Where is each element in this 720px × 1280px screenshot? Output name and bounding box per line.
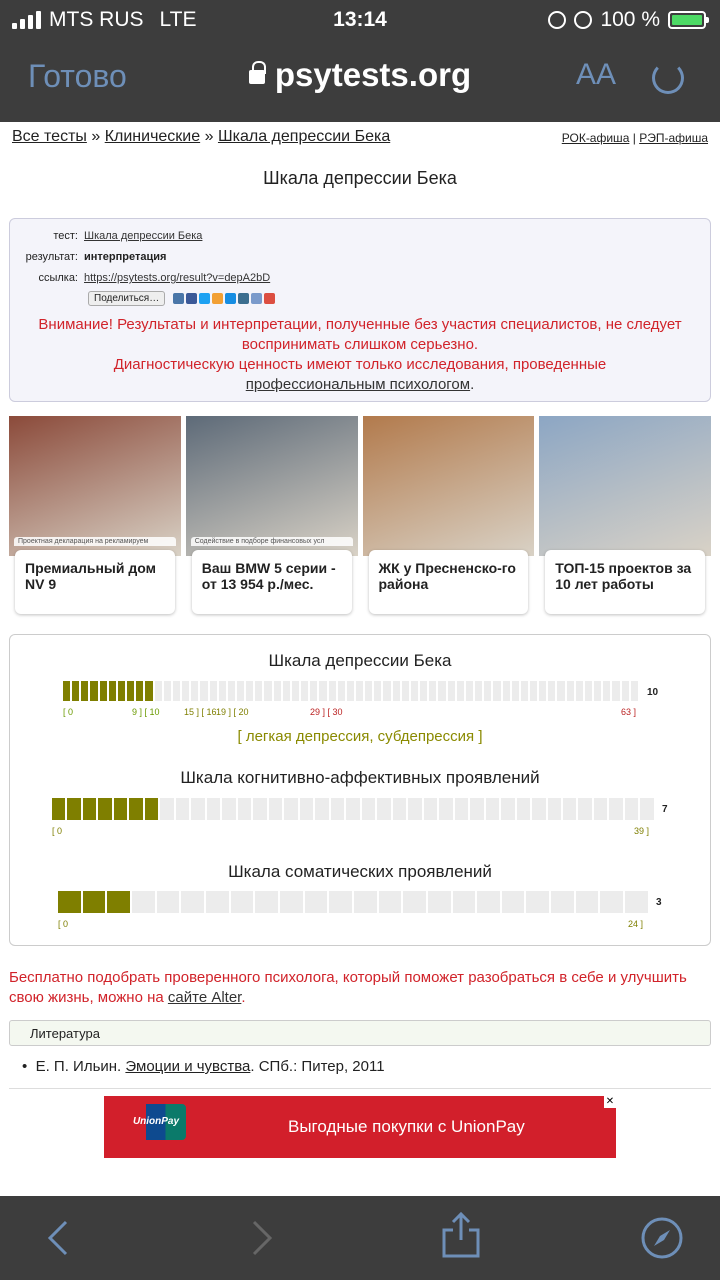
score-cell: [246, 681, 253, 701]
score-cell: [448, 681, 455, 701]
score-cell: [631, 681, 638, 701]
battery-percent: 100 %: [600, 8, 660, 31]
ad-image: [363, 416, 535, 556]
score-cell: [470, 798, 483, 820]
browser-url-bar: [0, 40, 720, 122]
score-cell: [521, 681, 528, 701]
text-size-label: AA: [576, 58, 617, 91]
breadcrumb-all-tests[interactable]: Все тесты: [12, 128, 87, 145]
score-cell: [155, 681, 162, 701]
promo-text: [9, 968, 709, 1008]
score-cell: [329, 891, 352, 913]
score-cell: [310, 681, 317, 701]
score-cell: [219, 681, 226, 701]
clock: 13:14: [333, 8, 387, 31]
score-cell: [173, 681, 180, 701]
score-cell: [603, 681, 610, 701]
interpretation-text: [ легкая депрессия, субдепрессия ]: [237, 728, 483, 745]
score-cell: [402, 681, 409, 701]
score-cell: [127, 681, 134, 701]
score-cell: [145, 798, 158, 820]
score-cell: [83, 891, 106, 913]
reload-icon[interactable]: [652, 62, 684, 94]
ref-rest: . СПб.: Питер, 2011: [250, 1058, 385, 1075]
score-cell: [238, 798, 251, 820]
carrier-name: MTS RUS: [49, 8, 144, 31]
score-cell: [475, 681, 482, 701]
ad-carousel: [9, 416, 711, 620]
ad-caption: Проектная декларация на рекламируем: [14, 537, 176, 546]
tick-label: 63 ]: [621, 707, 637, 717]
score-cell: [81, 681, 88, 701]
lock-icon: [249, 70, 265, 84]
page-title: Шкала депрессии Бека: [263, 168, 457, 188]
ref-title-link[interactable]: Эмоции и чувства: [125, 1058, 251, 1075]
score-cell: [338, 681, 345, 701]
score-cell: [63, 681, 70, 701]
tick-label: [ 0: [52, 826, 63, 836]
score-cell: [585, 681, 592, 701]
alarm-icon: [574, 11, 592, 29]
score-cell: [548, 798, 561, 820]
result-value: интерпретация: [84, 251, 167, 263]
score-cell: [100, 681, 107, 701]
score-cell: [501, 798, 514, 820]
score-cell: [182, 681, 189, 701]
score-cell: [136, 681, 143, 701]
score-cell: [253, 798, 266, 820]
score-cell: [457, 681, 464, 701]
score-cell: [612, 681, 619, 701]
score-cell: [429, 681, 436, 701]
score-cell: [526, 891, 549, 913]
score-cell: [640, 798, 653, 820]
score-cell: [181, 891, 204, 913]
moimir-share-icon[interactable]: [225, 293, 236, 304]
score-cell: [600, 891, 623, 913]
score-cell: [379, 891, 402, 913]
tick-label: [ 0: [63, 707, 74, 717]
score-cell: [551, 891, 574, 913]
score-cell: [563, 798, 576, 820]
ref-author: Е. П. Ильин.: [35, 1058, 122, 1075]
score-cell: [145, 681, 152, 701]
rok-afisha-link[interactable]: РОК-афиша: [561, 131, 630, 145]
ad-title: ЖК у Пресненско-го района: [369, 550, 529, 614]
score-cell: [438, 681, 445, 701]
ad-card[interactable]: [539, 416, 711, 620]
score-cell: [315, 798, 328, 820]
score-cell: [83, 798, 96, 820]
score-cell: [160, 798, 173, 820]
score-cell: [383, 681, 390, 701]
tick-label: 24 ]: [628, 919, 644, 929]
ad-title: Премиальный дом NV 9: [15, 550, 175, 614]
score-cell: [109, 681, 116, 701]
score-cell: [484, 681, 491, 701]
facebook-share-icon[interactable]: [186, 293, 197, 304]
score-cell: [200, 681, 207, 701]
score-cell: [539, 681, 546, 701]
breadcrumb-clinical[interactable]: Клинические: [104, 128, 201, 145]
unionpay-banner[interactable]: [104, 1096, 616, 1158]
result-key: результат:: [25, 251, 78, 263]
ad-card[interactable]: [186, 416, 358, 620]
psychologist-link[interactable]: профессиональным психологом: [245, 376, 471, 393]
score-cell: [210, 681, 217, 701]
score-cell: [408, 798, 421, 820]
score-cell: [331, 798, 344, 820]
scale-title: Шкала когнитивно-аффективных проявлений: [180, 768, 540, 787]
score-cell: [532, 798, 545, 820]
test-link[interactable]: Шкала депрессии Бека: [84, 230, 203, 242]
score-cell: [264, 681, 271, 701]
forward-icon[interactable]: [246, 1218, 276, 1258]
ad-card[interactable]: [363, 416, 535, 620]
score-bar: [52, 798, 654, 820]
text-size-button[interactable]: [576, 58, 616, 92]
score-value: 7: [662, 804, 668, 815]
score-cell: [132, 891, 155, 913]
score-cell: [567, 681, 574, 701]
score-cell: [503, 681, 510, 701]
promo-end: .: [241, 989, 246, 1006]
score-cell: [576, 891, 599, 913]
alter-link[interactable]: сайте Alter: [167, 989, 242, 1006]
score-cell: [594, 798, 607, 820]
scales-panel: [9, 634, 711, 946]
score-cell: [411, 681, 418, 701]
breadcrumb-separator: »: [91, 128, 101, 145]
external-links: [562, 131, 708, 145]
ad-card[interactable]: [9, 416, 181, 620]
googleplus-share-icon[interactable]: [264, 293, 275, 304]
score-cell: [439, 798, 452, 820]
score-cell: [269, 798, 282, 820]
network-type: LTE: [159, 8, 197, 31]
score-cell: [356, 681, 363, 701]
score-cell: [609, 798, 622, 820]
disclaimer: [10, 315, 710, 395]
score-cell: [72, 681, 79, 701]
score-cell: [502, 891, 525, 913]
score-cell: [486, 798, 499, 820]
tick-label: [ 0: [58, 919, 69, 929]
score-cell: [107, 891, 130, 913]
ad-caption: Содействие в подборе финансовых усл: [191, 537, 353, 546]
promo-body: Бесплатно подобрать проверенного психолога, который поможет разобраться в себе и улучшить свою жизнь, можно на: [9, 969, 687, 1006]
scale-title: Шкала депрессии Бека: [268, 651, 452, 670]
score-cell: [274, 681, 281, 701]
score-bar: [63, 681, 638, 701]
score-cell: [548, 681, 555, 701]
disclaimer-line-2: [10, 355, 710, 395]
score-cell: [255, 681, 262, 701]
disclaimer-text: Диагностическую ценность имеют только исследования, проведенные: [113, 356, 607, 373]
breadcrumb-separator: »: [204, 128, 214, 145]
score-cell: [191, 681, 198, 701]
safari-compass-icon[interactable]: [640, 1216, 684, 1260]
score-cell: [52, 798, 65, 820]
literature-heading: Литература: [9, 1020, 711, 1046]
unionpay-logo: UnionPay: [126, 1104, 186, 1140]
score-cell: [393, 798, 406, 820]
score-cell: [347, 681, 354, 701]
tick-label: 29 ] [ 30: [310, 707, 343, 717]
score-cell: [191, 798, 204, 820]
ad-image: [539, 416, 711, 556]
score-cell: [129, 798, 142, 820]
score-cell: [67, 798, 80, 820]
tick-label: 19 ] [ 20: [216, 707, 249, 717]
score-cell: [292, 681, 299, 701]
rotation-lock-icon: [548, 11, 566, 29]
score-cell: [622, 681, 629, 701]
status-bar: [0, 0, 720, 40]
score-cell: [594, 681, 601, 701]
literature-item: • Е. П. Ильин. Эмоции и чувства. СПб.: Питер, 2011: [22, 1058, 385, 1075]
score-cell: [477, 891, 500, 913]
score-cell: [207, 798, 220, 820]
breadcrumb-current[interactable]: Шкала депрессии Бека: [217, 128, 391, 145]
ad-image: [9, 416, 181, 556]
score-cell: [625, 891, 648, 913]
odnoklassniki-share-icon[interactable]: [212, 293, 223, 304]
ad-title: Ваш BMW 5 серии - от 13 954 р./мес.: [192, 550, 352, 614]
test-row: [10, 230, 202, 242]
share-button[interactable]: Поделиться…: [88, 291, 165, 306]
score-value: 10: [647, 687, 659, 698]
status-right: [548, 8, 706, 32]
score-cell: [362, 798, 375, 820]
score-cell: [280, 891, 303, 913]
score-cell: [424, 798, 437, 820]
done-button[interactable]: Готово: [28, 58, 127, 94]
score-cell: [231, 891, 254, 913]
score-cell: [455, 798, 468, 820]
score-value: 3: [656, 897, 662, 908]
breadcrumb: [12, 128, 390, 146]
score-cell: [157, 891, 180, 913]
score-cell: [237, 681, 244, 701]
ad-title: ТОП-15 проектов за 10 лет работы: [545, 550, 705, 614]
tick-label: 9 ] [ 10: [132, 707, 160, 717]
score-cell: [365, 681, 372, 701]
score-cell: [420, 681, 427, 701]
score-cell: [354, 891, 377, 913]
link-row: [10, 272, 270, 284]
share-icon[interactable]: [440, 1212, 482, 1260]
score-cell: [176, 798, 189, 820]
share-bar: [88, 291, 275, 306]
score-cell: [164, 681, 171, 701]
score-cell: [98, 798, 111, 820]
score-cell: [301, 681, 308, 701]
score-cell: [284, 798, 297, 820]
disclaimer-end: .: [470, 376, 475, 393]
battery-icon: [668, 11, 706, 29]
back-icon[interactable]: [44, 1218, 74, 1258]
score-cell: [557, 681, 564, 701]
score-cell: [228, 681, 235, 701]
divider: [9, 1088, 711, 1089]
link-separator: |: [632, 131, 636, 145]
score-cell: [206, 891, 229, 913]
score-cell: [428, 891, 451, 913]
score-cell: [466, 681, 473, 701]
livejournal-share-icon[interactable]: [238, 293, 249, 304]
score-bar: [58, 891, 648, 913]
score-cell: [329, 681, 336, 701]
score-cell: [305, 891, 328, 913]
score-cell: [517, 798, 530, 820]
score-cell: [255, 891, 278, 913]
ad-image: [186, 416, 358, 556]
score-cell: [58, 891, 81, 913]
twitter-share-icon[interactable]: [199, 293, 210, 304]
score-cell: [453, 891, 476, 913]
score-cell: [512, 681, 519, 701]
score-cell: [530, 681, 537, 701]
score-cell: [300, 798, 313, 820]
score-cell: [283, 681, 290, 701]
email-share-icon[interactable]: [251, 293, 262, 304]
score-cell: [346, 798, 359, 820]
tick-label: 39 ]: [634, 826, 650, 836]
score-cell: [578, 798, 591, 820]
score-cell: [493, 681, 500, 701]
score-cell: [377, 798, 390, 820]
score-cell: [403, 891, 426, 913]
score-cell: [374, 681, 381, 701]
score-cell: [576, 681, 583, 701]
browser-toolbar: [0, 1196, 720, 1280]
scale-title: Шкала соматических проявлений: [228, 862, 492, 881]
result-info-box: [9, 218, 711, 402]
result-row: [10, 251, 166, 263]
result-url-link[interactable]: https://psytests.org/result?v=depA2bD: [84, 272, 271, 284]
score-cell: [625, 798, 638, 820]
banner-text: Выгодные покупки с UnionPay: [288, 1117, 525, 1136]
score-cell: [114, 798, 127, 820]
vk-share-icon[interactable]: [173, 293, 184, 304]
disclaimer-line-1: Внимание! Результаты и интерпретации, полученные без участия специалистов, не следует воспринимать слишком серьезно.: [38, 316, 682, 353]
link-key: ссылка:: [38, 272, 78, 284]
score-cell: [222, 798, 235, 820]
close-icon[interactable]: ✕: [605, 1096, 615, 1107]
score-cell: [319, 681, 326, 701]
score-cell: [393, 681, 400, 701]
rep-afisha-link[interactable]: РЭП-афиша: [639, 131, 708, 145]
tick-label: 15 ] [ 16: [184, 707, 217, 717]
score-cell: [90, 681, 97, 701]
domain-text: psytests.org: [274, 56, 472, 93]
test-key: тест:: [53, 230, 78, 242]
score-cell: [118, 681, 125, 701]
